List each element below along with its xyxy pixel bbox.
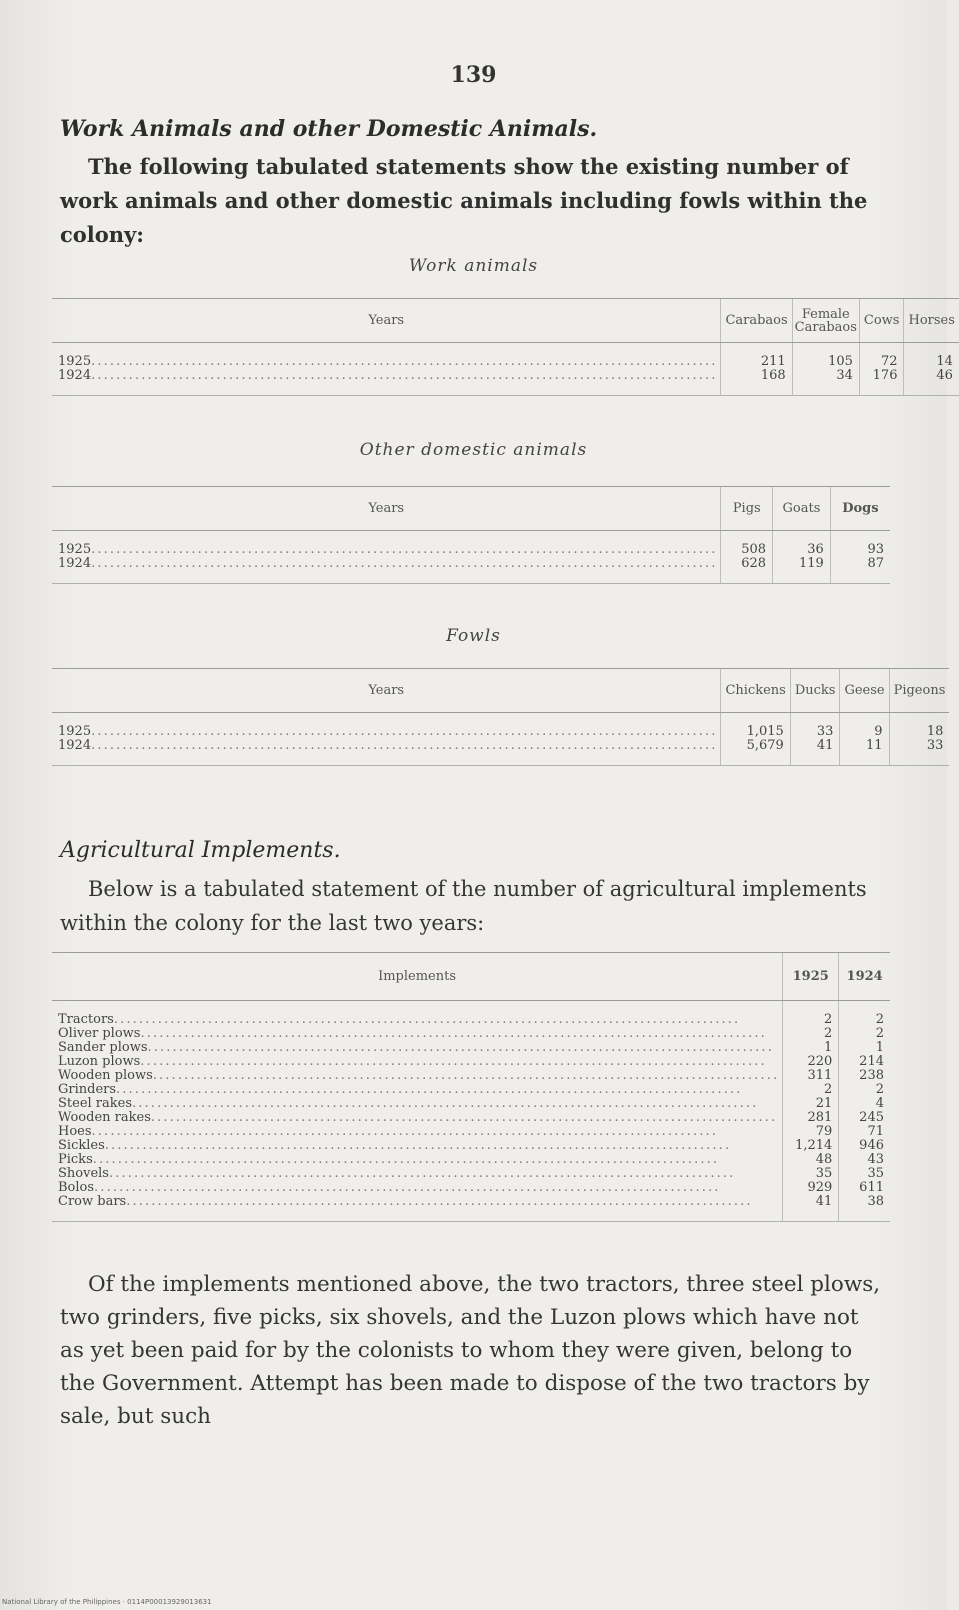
table-other-animals — [52, 486, 890, 584]
cell-value-1925: 311 — [783, 1069, 839, 1083]
header-dogs: Dogs — [830, 487, 890, 531]
table-row — [52, 1153, 890, 1167]
header-goats: Goats — [773, 487, 831, 531]
table-row — [52, 1125, 890, 1139]
cell-value: 211 — [721, 343, 792, 370]
header-1924: 1924 — [839, 953, 890, 1001]
table-fowls — [52, 668, 949, 766]
table-row — [52, 1027, 890, 1041]
cell-value: 5,679 — [721, 739, 790, 766]
implement-name: Bolos — [58, 1180, 95, 1195]
cell-value: 1,015 — [721, 713, 790, 740]
cell-value-1925: 1,214 — [783, 1139, 839, 1153]
cell-value: 41 — [790, 739, 840, 766]
cell-value-1924: 1 — [839, 1041, 890, 1055]
intro-paragraph-implements: Below is a tabulated statement of the number of agricultural implements within the colony for the last two years: — [60, 877, 867, 935]
header-pigs: Pigs — [721, 487, 773, 531]
table-header-row — [52, 669, 949, 713]
table-row — [52, 1083, 890, 1097]
cell-value: 9 — [840, 713, 889, 740]
header-chickens: Chickens — [721, 669, 790, 713]
table-header-row — [52, 953, 890, 1001]
implement-name: Luzon plows — [58, 1054, 141, 1069]
implement-name: Oliver plows — [58, 1026, 141, 1041]
row-year: 1925 — [58, 354, 92, 369]
table-row — [52, 1001, 890, 1028]
cell-value: 18 — [889, 713, 949, 740]
section-title-implements: Agricultural Implements. — [60, 838, 341, 863]
implement-name: Grinders — [58, 1082, 117, 1097]
header-female-carabaos-2: Carabaos — [794, 319, 857, 335]
cell-value-1925: 48 — [783, 1153, 839, 1167]
cell-value: 33 — [889, 739, 949, 766]
header-ducks: Ducks — [790, 669, 840, 713]
table-row — [52, 1111, 890, 1125]
implement-name: Sickles — [58, 1138, 105, 1153]
table-row — [52, 557, 890, 584]
implement-name: Tractors — [58, 1012, 114, 1027]
header-years: Years — [52, 669, 721, 713]
implement-name: Crow bars — [58, 1194, 127, 1209]
header-female: Female — [801, 306, 850, 322]
cell-value-1925: 929 — [783, 1181, 839, 1195]
row-year: 1924 — [58, 556, 92, 571]
cell-value-1925: 1 — [783, 1041, 839, 1055]
cell-value: 168 — [721, 369, 792, 396]
table-row — [52, 1167, 890, 1181]
cell-value-1924: 35 — [839, 1167, 890, 1181]
cell-value: 176 — [859, 369, 904, 396]
cell-value-1925: 2 — [783, 1001, 839, 1028]
cell-value-1924: 71 — [839, 1125, 890, 1139]
header-years: Years — [52, 299, 721, 343]
cell-value: 46 — [904, 369, 959, 396]
cell-value-1924: 611 — [839, 1181, 890, 1195]
cell-value-1925: 79 — [783, 1125, 839, 1139]
implement-name: Picks — [58, 1152, 93, 1167]
header-female-carabaos — [792, 299, 859, 343]
table-row — [52, 343, 959, 370]
intro-paragraph-animals: The following tabulated statements show the existing number of work animals and other domestic animals including fowls within the colony: — [60, 154, 868, 247]
table-row — [52, 1195, 890, 1222]
header-pigeons: Pigeons — [889, 669, 949, 713]
cell-value-1924: 245 — [839, 1111, 890, 1125]
table-implements — [52, 952, 890, 1222]
cell-value-1924: 38 — [839, 1195, 890, 1222]
cell-value: 14 — [904, 343, 959, 370]
cell-value-1925: 2 — [783, 1027, 839, 1041]
cell-value-1925: 220 — [783, 1055, 839, 1069]
implement-name: Sander plows — [58, 1040, 148, 1055]
cell-value-1925: 41 — [783, 1195, 839, 1222]
cell-value-1925: 21 — [783, 1097, 839, 1111]
cell-value-1924: 2 — [839, 1083, 890, 1097]
header-implements: Implements — [52, 953, 783, 1001]
implement-name: Wooden plows — [58, 1068, 153, 1083]
row-year: 1925 — [58, 542, 92, 557]
header-1925: 1925 — [783, 953, 839, 1001]
closing-paragraph: Of the implements mentioned above, the two tractors, three steel plows, two grinders, five picks, six shovels, and the Luzon plows which have not as yet been paid for by the colonists to whom they were given, belong to the Government. Attempt has been made to dispose of the two tractors by sale, but such — [60, 1272, 881, 1429]
implement-name: Hoes — [58, 1124, 92, 1139]
table-row — [52, 1097, 890, 1111]
caption-fowls: Fowls — [446, 626, 501, 646]
table-row — [52, 369, 959, 396]
header-geese: Geese — [840, 669, 889, 713]
cell-value-1924: 946 — [839, 1139, 890, 1153]
row-year: 1924 — [58, 738, 92, 753]
header-carabaos: Carabaos — [721, 299, 792, 343]
footer-watermark: National Library of the Philippines · 0114P00013929013631 — [2, 1598, 212, 1606]
cell-value-1925: 281 — [783, 1111, 839, 1125]
header-years: Years — [52, 487, 721, 531]
table-row — [52, 1139, 890, 1153]
cell-value-1924: 214 — [839, 1055, 890, 1069]
cell-value-1924: 43 — [839, 1153, 890, 1167]
cell-value: 33 — [790, 713, 840, 740]
section-title-work-animals: Work Animals and other Domestic Animals. — [60, 116, 598, 142]
caption-work-animals: Work animals — [408, 256, 539, 276]
table-row — [52, 1181, 890, 1195]
cell-value: 105 — [792, 343, 859, 370]
table-row — [52, 739, 949, 766]
cell-value-1924: 2 — [839, 1027, 890, 1041]
cell-value: 508 — [721, 531, 773, 558]
cell-value-1924: 4 — [839, 1097, 890, 1111]
cell-value-1924: 2 — [839, 1001, 890, 1028]
implement-name: Shovels — [58, 1166, 109, 1181]
cell-value-1925: 2 — [783, 1083, 839, 1097]
header-cows: Cows — [859, 299, 904, 343]
cell-value: 11 — [840, 739, 889, 766]
cell-value: 93 — [830, 531, 890, 558]
table-row — [52, 531, 890, 558]
cell-value: 87 — [830, 557, 890, 584]
table-row — [52, 1055, 890, 1069]
table-header-row — [52, 487, 890, 531]
cell-value-1925: 35 — [783, 1167, 839, 1181]
page-number: 139 — [450, 62, 497, 88]
table-row — [52, 1069, 890, 1083]
cell-value: 72 — [859, 343, 904, 370]
row-year: 1924 — [58, 368, 92, 383]
cell-value: 36 — [773, 531, 831, 558]
cell-value: 34 — [792, 369, 859, 396]
table-row — [52, 1041, 890, 1055]
table-header-row — [52, 299, 959, 343]
cell-value: 119 — [773, 557, 831, 584]
table-row — [52, 713, 949, 740]
row-year: 1925 — [58, 724, 92, 739]
table-work-animals — [52, 298, 959, 396]
implement-name: Steel rakes — [58, 1096, 133, 1111]
header-horses: Horses — [904, 299, 959, 343]
caption-other-animals: Other domestic animals — [359, 440, 588, 460]
cell-value: 628 — [721, 557, 773, 584]
cell-value-1924: 238 — [839, 1069, 890, 1083]
implement-name: Wooden rakes — [58, 1110, 151, 1125]
